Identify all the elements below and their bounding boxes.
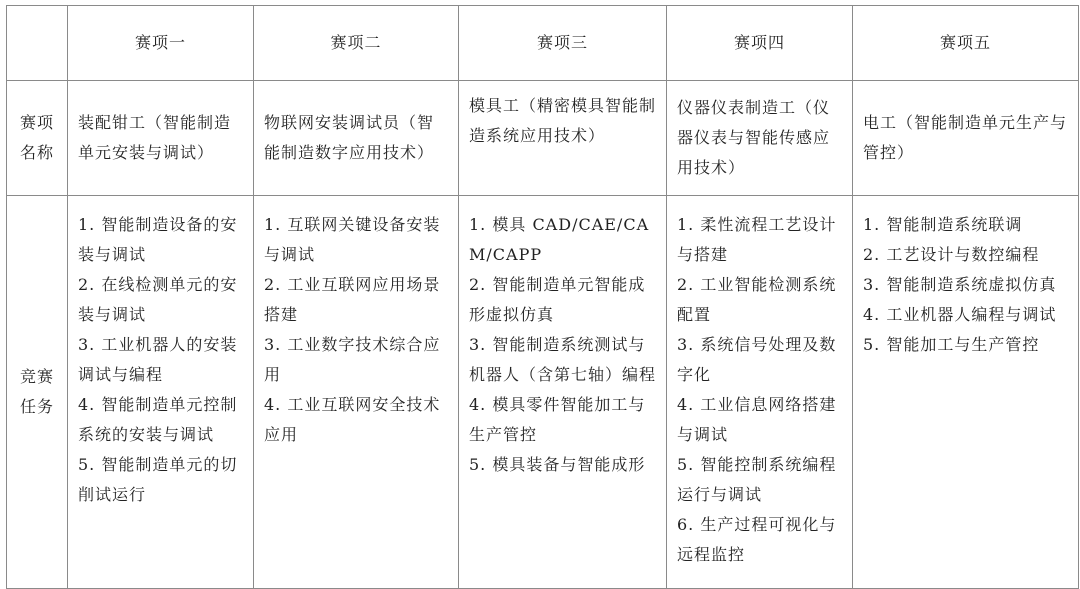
task-item: 3. 工业数字技术综合应用	[264, 335, 441, 384]
name-cell: 装配钳工（智能制造单元安装与调试）	[68, 81, 254, 196]
column-header: 赛项二	[254, 6, 459, 81]
task-item: 4. 工业互联网安全技术应用	[264, 395, 441, 444]
task-item: 1. 互联网关键设备安装与调试	[264, 215, 441, 264]
row-label-tasks	[7, 196, 68, 589]
task-item: 3. 智能制造系统虚拟仿真	[863, 275, 1057, 294]
column-header: 赛项三	[459, 6, 667, 81]
task-item: 3. 智能制造系统测试与机器人（含第七轴）编程	[469, 335, 657, 384]
task-cell	[68, 196, 254, 589]
task-item: 1. 智能制造设备的安装与调试	[78, 215, 238, 264]
task-item: 4. 工业机器人编程与调试	[863, 305, 1057, 324]
name-cell: 模具工（精密模具智能制造系统应用技术）	[459, 81, 667, 196]
task-cell	[459, 196, 667, 589]
row-label-name	[7, 81, 68, 196]
names-row	[7, 81, 1079, 196]
task-item: 3. 工业机器人的安装调试与编程	[78, 335, 238, 384]
task-item: 1. 智能制造系统联调	[863, 215, 1023, 234]
column-header: 赛项五	[853, 6, 1079, 81]
task-item: 1. 模具 CAD/CAE/CAM/CAPP	[469, 215, 650, 264]
task-item: 1. 柔性流程工艺设计与搭建	[677, 215, 837, 264]
task-item: 6. 生产过程可视化与远程监控	[677, 515, 837, 564]
column-header: 赛项一	[68, 6, 254, 81]
header-row	[7, 6, 1079, 81]
task-cell	[667, 196, 853, 589]
competition-table	[6, 5, 1079, 589]
task-cell	[853, 196, 1079, 589]
task-item: 2. 在线检测单元的安装与调试	[78, 275, 238, 324]
task-item: 5. 智能控制系统编程运行与调试	[677, 455, 837, 504]
task-item: 4. 智能制造单元控制系统的安装与调试	[78, 395, 238, 444]
task-item: 4. 模具零件智能加工与生产管控	[469, 395, 646, 444]
row-label-line: 赛项	[19, 113, 54, 132]
row-label-line: 竞赛	[19, 367, 54, 386]
task-item: 2. 智能制造单元智能成形虚拟仿真	[469, 275, 646, 324]
task-item: 2. 工艺设计与数控编程	[863, 245, 1040, 264]
task-item: 3. 系统信号处理及数字化	[677, 335, 837, 384]
tasks-row	[7, 196, 1079, 589]
name-cell: 电工（智能制造单元生产与管控）	[853, 81, 1079, 196]
row-label-line: 任务	[19, 397, 54, 416]
task-item: 5. 智能制造单元的切削试运行	[78, 455, 238, 504]
task-cell	[254, 196, 459, 589]
row-label-line: 名称	[19, 143, 54, 162]
corner-cell	[7, 6, 68, 81]
column-header: 赛项四	[667, 6, 853, 81]
task-item: 2. 工业互联网应用场景搭建	[264, 275, 441, 324]
task-item: 5. 模具装备与智能成形	[469, 455, 646, 474]
name-cell: 物联网安装调试员（智能制造数字应用技术）	[254, 81, 459, 196]
task-item: 5. 智能加工与生产管控	[863, 335, 1040, 354]
task-item: 4. 工业信息网络搭建与调试	[677, 395, 837, 444]
name-cell: 仪器仪表制造工（仪器仪表与智能传感应用技术）	[667, 81, 853, 196]
task-item: 2. 工业智能检测系统配置	[677, 275, 837, 324]
